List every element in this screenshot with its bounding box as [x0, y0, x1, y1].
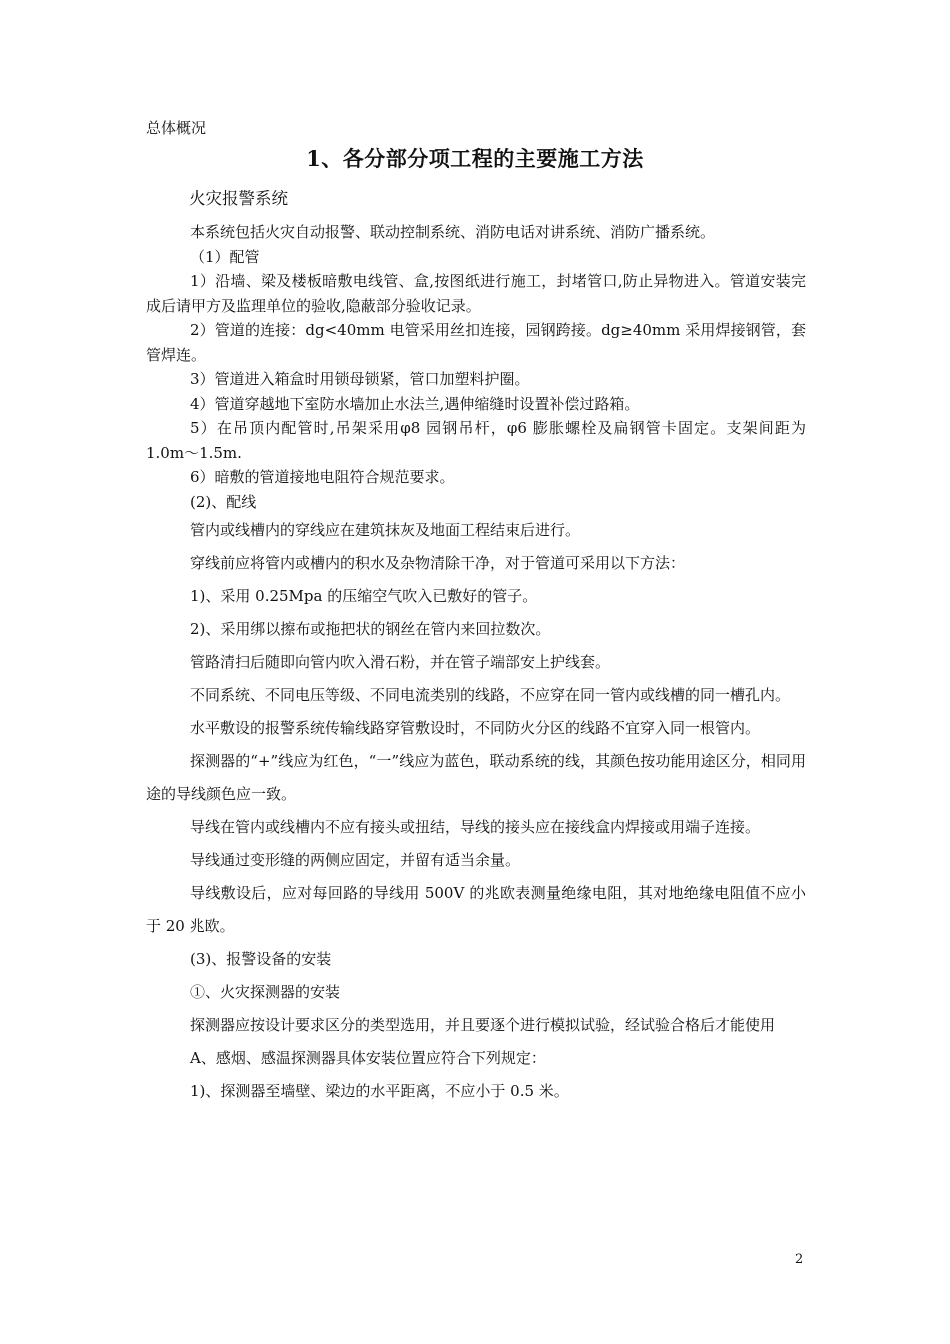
paragraph: 管内或线槽内的穿线应在建筑抹灰及地面工程结束后进行。 [190, 521, 581, 539]
paragraph: 导线通过变形缝的两侧应固定，并留有适当余量。 [190, 851, 521, 869]
paragraph: 6）暗敷的管道接地电阻符合规范要求。 [190, 468, 455, 486]
paragraph: 1)、采用 0.25Mpa 的压缩空气吹入已敷好的管子。 [190, 587, 538, 605]
paragraph: 穿线前应将管内或槽内的积水及杂物清除干净，对于管道可采用以下方法： [190, 554, 686, 572]
paragraph: (2)、配线 [190, 492, 257, 511]
chapter-title: 1、各分部分项工程的主要施工方法 [306, 146, 644, 171]
paragraph: 探测器应按设计要求区分的类型选用，并且要逐个进行模拟试验，经试验合格后才能使用 [190, 1016, 776, 1034]
page-number: 2 [795, 1252, 804, 1267]
paragraph: 1)、探测器至墙壁、梁边的水平距离，不应小于 0.5 米。 [190, 1082, 569, 1100]
paragraph: 管路清扫后随即向管内吹入滑石粉，并在管子端部安上护线套。 [190, 653, 611, 671]
paragraph: ①、火灾探测器的安装 [190, 983, 341, 1001]
paragraph: 导线敷设后，应对每回路的导线用 500V 的兆欧表测量绝缘电阻，其对地绝缘电阻值不应小于 20 兆欧。 [146, 884, 806, 935]
running-header: 总体概况 [146, 119, 207, 137]
paragraph: A、感烟、感温探测器具体安装位置应符合下列规定： [190, 1049, 546, 1067]
paragraph: 4）管道穿越地下室防水墙加止水法兰,遇伸缩缝时设置补偿过路箱。 [190, 394, 640, 413]
paragraph: 水平敷设的报警系统传输线路穿管敷设时，不同防火分区的线路不宜穿入同一根管内。 [190, 719, 761, 737]
paragraph: 5）在吊顶内配管时,吊架采用φ8 园钢吊杆，φ6 膨胀螺栓及扁钢管卡固定。支架间距为 1.0m～1.5m. [146, 419, 806, 462]
paragraph: 不同系统、不同电压等级、不同电流类别的线路，不应穿在同一管内或线槽的同一槽孔内。 [190, 686, 791, 704]
paragraph: 2)、采用绑以擦布或拖把状的钢丝在管内来回拉数次。 [190, 620, 551, 638]
paragraph: 2）管道的连接：dg<40mm 电管采用丝扣连接，园钢跨接。dg≥40mm 采用焊接钢管，套管焊连。 [146, 321, 806, 364]
paragraph: 导线在管内或线槽内不应有接头或扭结，导线的接头应在接线盒内焊接或用端子连接。 [190, 818, 761, 836]
paragraph: （1）配管 [190, 247, 260, 266]
paragraph: 3）管道进入箱盒时用锁母锁紧，管口加塑料护圈。 [190, 370, 530, 388]
body-text [146, 220, 806, 1108]
paragraph: (3)、报警设备的安装 [190, 950, 332, 968]
paragraph: 1）沿墙、梁及楼板暗敷电线管、盒,按图纸进行施工，封堵管口,防止异物进入。管道安装完成后请甲方及监理单位的验收,隐蔽部分验收记录。 [146, 272, 806, 315]
paragraph: 探测器的“+”线应为红色，“一”线应为蓝色，联动系统的线，其颜色按功能用途区分，相同用途的导线颜色应一致。 [146, 752, 806, 803]
paragraph: 本系统包括火灾自动报警、联动控制系统、消防电话对讲系统、消防广播系统。 [190, 223, 716, 241]
section-heading: 火灾报警系统 [189, 189, 288, 208]
